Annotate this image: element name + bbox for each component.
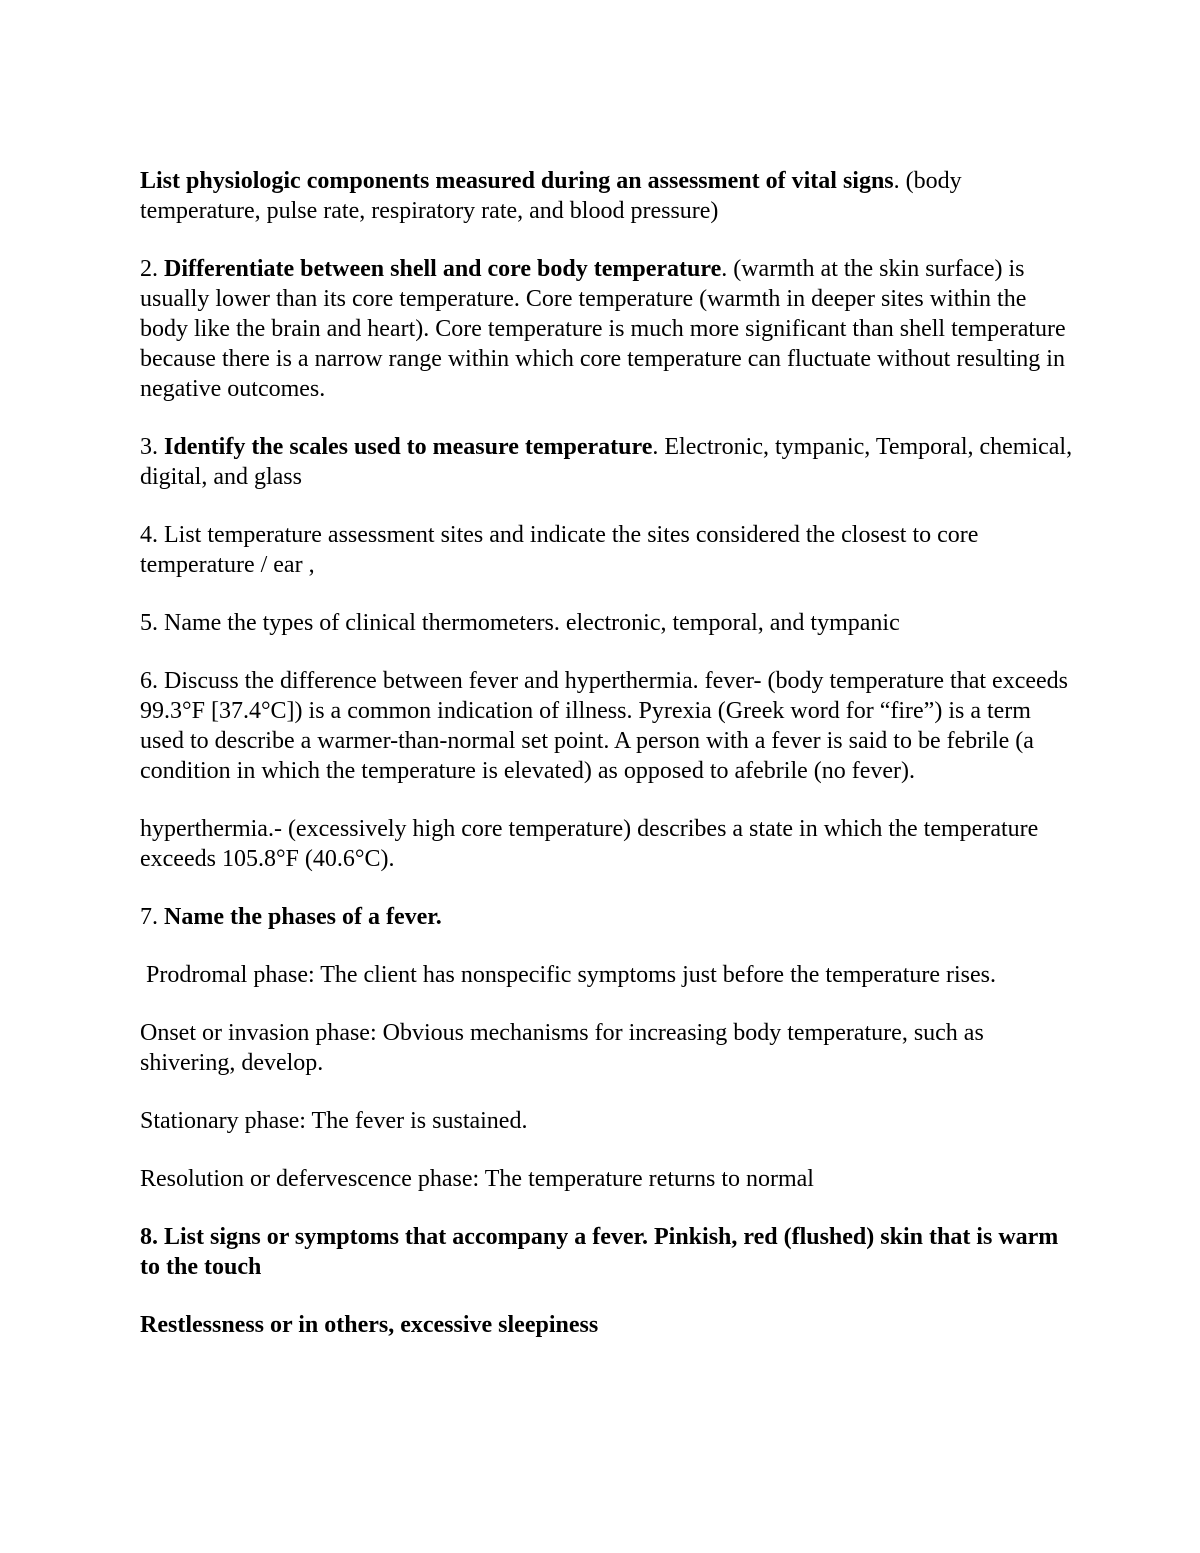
paragraph-shell-core xyxy=(140,254,1080,404)
item-number: 7. xyxy=(140,904,164,930)
document-page xyxy=(140,166,1080,1368)
paragraph-fever-phases-heading xyxy=(140,902,1080,932)
paragraph-restlessness: Restlessness or in others, excessive sleepiness xyxy=(140,1312,599,1338)
paragraph-scales xyxy=(140,432,1080,492)
paragraph-hyperthermia: hyperthermia.- (excessively high core temperature) describes a state in which the temperature exceeds 105.8°F (40.6°C). xyxy=(140,816,1039,872)
heading-vital-signs: List physiologic components measured during an assessment of vital signs xyxy=(140,168,894,194)
paragraph-onset-phase: Onset or invasion phase: Obvious mechanisms for increasing body temperature, such as shivering, develop. xyxy=(140,1020,984,1076)
answer-scales: . Electronic, tympanic, Temporal, chemical, digital, and glass xyxy=(140,434,1073,490)
heading-fever-phases: Name the phases of a fever. xyxy=(164,904,442,930)
heading-scales: Identify the scales used to measure temperature xyxy=(164,434,653,460)
paragraph-resolution-phase: Resolution or defervescence phase: The temperature returns to normal xyxy=(140,1166,814,1192)
answer-shell-core: . (warmth at the skin surface) is usually lower than its core temperature. Core temperature (warmth in deeper sites within the body like the brain and heart). Core temperature is much more significant than shell temperature because there is a narrow range within which core temperature can fluctuate without resulting in negative outcomes. xyxy=(140,256,1066,402)
item-number: 2. xyxy=(140,256,164,282)
paragraph-fever-signs: 8. List signs or symptoms that accompany a fever. Pinkish, red (flushed) skin that is warm to the touch xyxy=(140,1224,1059,1280)
item-number: 3. xyxy=(140,434,164,460)
paragraph-stationary-phase: Stationary phase: The fever is sustained. xyxy=(140,1108,528,1134)
paragraph-vital-signs xyxy=(140,166,1080,226)
paragraph-prodromal-phase: Prodromal phase: The client has nonspecific symptoms just before the temperature rises. xyxy=(140,962,996,988)
paragraph-thermometers: 5. Name the types of clinical thermometers. electronic, temporal, and tympanic xyxy=(140,610,900,636)
answer-vital-signs: . (body temperature, pulse rate, respiratory rate, and blood pressure) xyxy=(140,168,962,224)
heading-shell-core: Differentiate between shell and core body temperature xyxy=(164,256,722,282)
paragraph-assessment-sites: 4. List temperature assessment sites and indicate the sites considered the closest to core temperature / ear , xyxy=(140,522,979,578)
paragraph-fever-vs-hyperthermia: 6. Discuss the difference between fever and hyperthermia. fever- (body temperature that exceeds 99.3°F [37.4°C]) is a common indication of illness. Pyrexia (Greek word for “fire”) is a term used to describe a warmer-than-normal set point. A person with a fever is said to be febrile (a condition in which the temperature is elevated) as opposed to afebrile (no fever). xyxy=(140,668,1068,784)
